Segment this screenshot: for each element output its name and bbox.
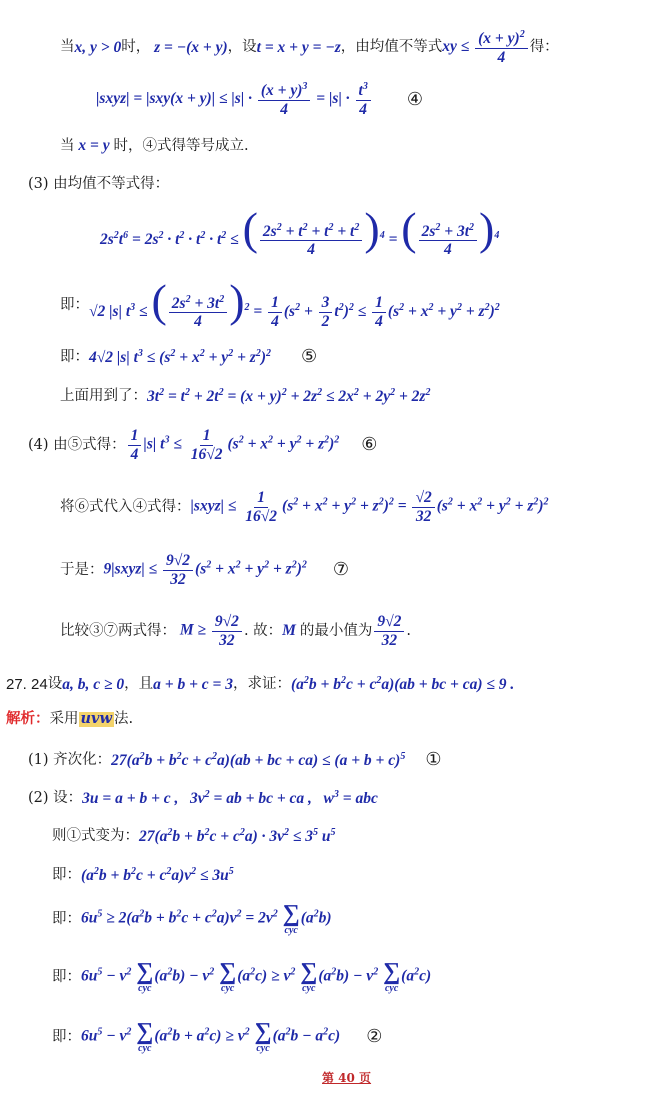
formula-line-ji-5 xyxy=(52,960,431,994)
math-amgm-four-terms: $2s^2t^6 = 2s^2 \cdot t^2 \cdot t^2 \cdot t^2$ ≤ ( $\frac{2s^2 + t^2 + t^2 + t^2}{4}$ )$^4$ = ( $\frac{2s^2 + 3t^2}{4}$ )$^4$ xyxy=(100,203,500,259)
text-line-1 xyxy=(60,30,559,65)
text-ji-6: 即： xyxy=(52,1028,81,1045)
formula-line-therefore xyxy=(60,553,349,587)
label-analysis: 解析： xyxy=(6,710,50,727)
formula-line-substitute xyxy=(60,490,549,524)
formula-line-used xyxy=(60,388,430,405)
text-when: 当 xyxy=(60,39,75,56)
formula-line-amgm-4 xyxy=(100,203,500,259)
text-set-2: (2) 设： xyxy=(28,790,83,806)
formula-line-ji-4 xyxy=(52,902,332,936)
formula-line-ji-3 xyxy=(52,867,234,884)
text-ji-3: 即： xyxy=(52,867,81,883)
formula-line-becomes xyxy=(52,828,336,845)
math-uvw-def: 3u = a + b + c , $3v^2$ = ab + bc + ca , $w^3$ = abc xyxy=(82,789,378,807)
label-eq-2: ② xyxy=(366,1026,383,1047)
math-z-def: z = −(x + y) xyxy=(150,38,228,56)
formula-line-sxyz xyxy=(96,82,423,117)
math-min-value: $\frac{9√2}{32}$ xyxy=(372,614,406,648)
math-sxyz-bound: |sxyz| = |sxy(x + y)| ≤ |s| · $\frac{(x + y)^3}{4}$ = |s| · $\frac{t^3}{4}$ xyxy=(96,82,373,117)
formula-line-homog xyxy=(28,751,441,769)
label-eq-6: ⑥ xyxy=(361,434,378,455)
text-time: 时， xyxy=(121,39,151,56)
text-ji-5: 即： xyxy=(52,968,81,985)
label-eq-7: ⑦ xyxy=(332,559,349,580)
text-ji-2: 即： xyxy=(60,348,89,365)
text-used-above: 上面用到了： xyxy=(60,388,147,404)
math-eq-2: $6u^5 - v^2$ ∑ cyc $(a^2b + a^2c) \ge v^2$ ∑ cyc $(a^2b - a^2c)$ xyxy=(81,1019,341,1054)
math-simplified: $(a^2b + b^2c + c^2a)v^2 \le 3u^5$ xyxy=(81,866,234,884)
math-target-ineq: $(a^2b + b^2c + c^2a)(ab$ + bc + ca) ≤ 9 . xyxy=(291,675,515,693)
math-M-bound: M ≥ $\frac{9√2}{32}$ xyxy=(176,614,244,648)
math-eq-7: 9|sxyz| ≤ $\frac{9√2}{32}$ $(s^2 + x^2 + y^2 + z^2)^2$ xyxy=(103,552,307,588)
page-number: 第 40 页 xyxy=(322,1071,372,1085)
math-cyc-2: $6u^5 - v^2$ ∑ cyc $(a^2b) - v^2$ ∑ cyc $(a^2c) \ge v^2$ ∑ cyc $(a^2b) - v^2$ ∑ cyc $(a^2c)$ xyxy=(81,959,432,994)
math-x-eq-y: x = y xyxy=(74,137,114,154)
text-ji-1: 即： xyxy=(60,296,89,313)
math-eq-6: $\frac{1}{4}$ |s| $t^3$ ≤ $\frac{1}{16√2}$ $(s^2 + x^2 + y^2 + z^2)^2$ xyxy=(126,428,340,462)
problem-27-24 xyxy=(6,676,514,693)
text-section-4: (4) 由⑤式得： xyxy=(28,436,126,453)
text-when-2: 当 xyxy=(60,137,75,154)
highlight-uvw: uvw xyxy=(80,710,112,727)
math-t-def: t = x + y = −z xyxy=(256,38,341,56)
text-let: 设 xyxy=(47,676,63,692)
math-3t2-identity: $3t^2 = t^2 + 2t^2 = (x + y)^2 + 2z^2 \le 2x^2 + 2y^2 + 2z^2$ xyxy=(147,387,431,405)
label-eq-5: ⑤ xyxy=(300,346,318,367)
text-hence: . 故： xyxy=(243,622,283,639)
math-sxyz-final: |sxyz| ≤ $\frac{1}{16√2}$ $(s^2 + x^2 + y^2 + z^2)^2$ = $\frac{√2}{32}$ $(s^2 + x^2 + y^2 + z^2)^2$ xyxy=(190,489,549,525)
formula-line-compare xyxy=(60,614,411,648)
math-M: M xyxy=(282,622,300,640)
formula-line-set-uvw xyxy=(28,790,378,807)
text-method: 法. xyxy=(113,711,134,727)
text-set: ，设 xyxy=(227,39,257,56)
math-sqrt2-bound: √2 |s| $t^3$ ≤ ( $\frac{2s^2 + 3t^2}{4}$ )$^2$ = $\frac{1}{4}$ ($s^2$ + $\frac{3}{2}$ $t^2)^2$ ≤ $\frac{1}{4}$ $(s^2 + x^2 + y^2 + z^2)^2$ xyxy=(89,275,500,331)
math-eq-1: $27(a^2b + b^2c + c^2a)(ab$ + bc + $ca) \le (a + b + c)^5$ xyxy=(111,750,406,769)
text-min-value: 的最小值为 xyxy=(299,622,373,639)
text-get: 得： xyxy=(529,39,559,56)
text-ji-4: 即： xyxy=(52,910,81,927)
text-section-3: (3) 由均值不等式得： xyxy=(28,176,170,192)
text-by-amgm: ，由均值不等式 xyxy=(340,39,443,56)
text-prove: ，求证： xyxy=(233,676,291,692)
text-therefore: 于是： xyxy=(60,561,104,578)
section-3-heading xyxy=(28,177,169,192)
text-compare: 比较③⑦两式得： xyxy=(60,622,176,639)
math-cyc-1: $6u^5 \ge 2(a^2b + b^2c + c^2a)v^2 = 2v^2$ ∑ cyc $(a^2b)$ xyxy=(81,901,332,936)
math-4sqrt2-bound: 4√2 |s| $t^3 \le (s^2 + x^2 + y^2 + z^2)^2$ xyxy=(89,347,271,366)
formula-line-section-4 xyxy=(28,428,377,462)
math-amgm-xy: xy ≤ $\frac{(x + y)^2}{4}$ xyxy=(442,30,529,65)
label-eq-1: ① xyxy=(425,749,442,770)
text-becomes: 则①式变为： xyxy=(52,828,139,844)
math-sum-3: a + b + c = 3 xyxy=(153,675,233,693)
formula-line-ji-2 xyxy=(60,348,317,366)
text-equality-holds: 时，④式得等号成立. xyxy=(113,137,249,154)
math-abc-nonneg: a, b, c ≥ 0 xyxy=(62,675,125,693)
analysis-line xyxy=(6,712,133,727)
text-and: ，且 xyxy=(124,676,154,692)
math-xy-positive: x, y > 0 xyxy=(74,38,122,56)
formula-line-ji-1 xyxy=(60,275,500,331)
text-line-equality xyxy=(60,138,249,154)
problem-number: 27. 24 xyxy=(6,675,48,693)
text-use: 采用 xyxy=(49,711,79,727)
formula-line-ji-6 xyxy=(52,1020,382,1054)
math-eq-1-uvw: $27(a^2b + b^2c + c^2a) \cdot 3v^2 \le 3^5$ $u^5$ xyxy=(139,827,336,845)
text-homogenize: (1) 齐次化： xyxy=(28,751,112,768)
label-eq-4: ④ xyxy=(406,88,423,110)
text-substitute: 将⑥式代入④式得： xyxy=(60,498,191,515)
text-period: . xyxy=(406,622,411,639)
